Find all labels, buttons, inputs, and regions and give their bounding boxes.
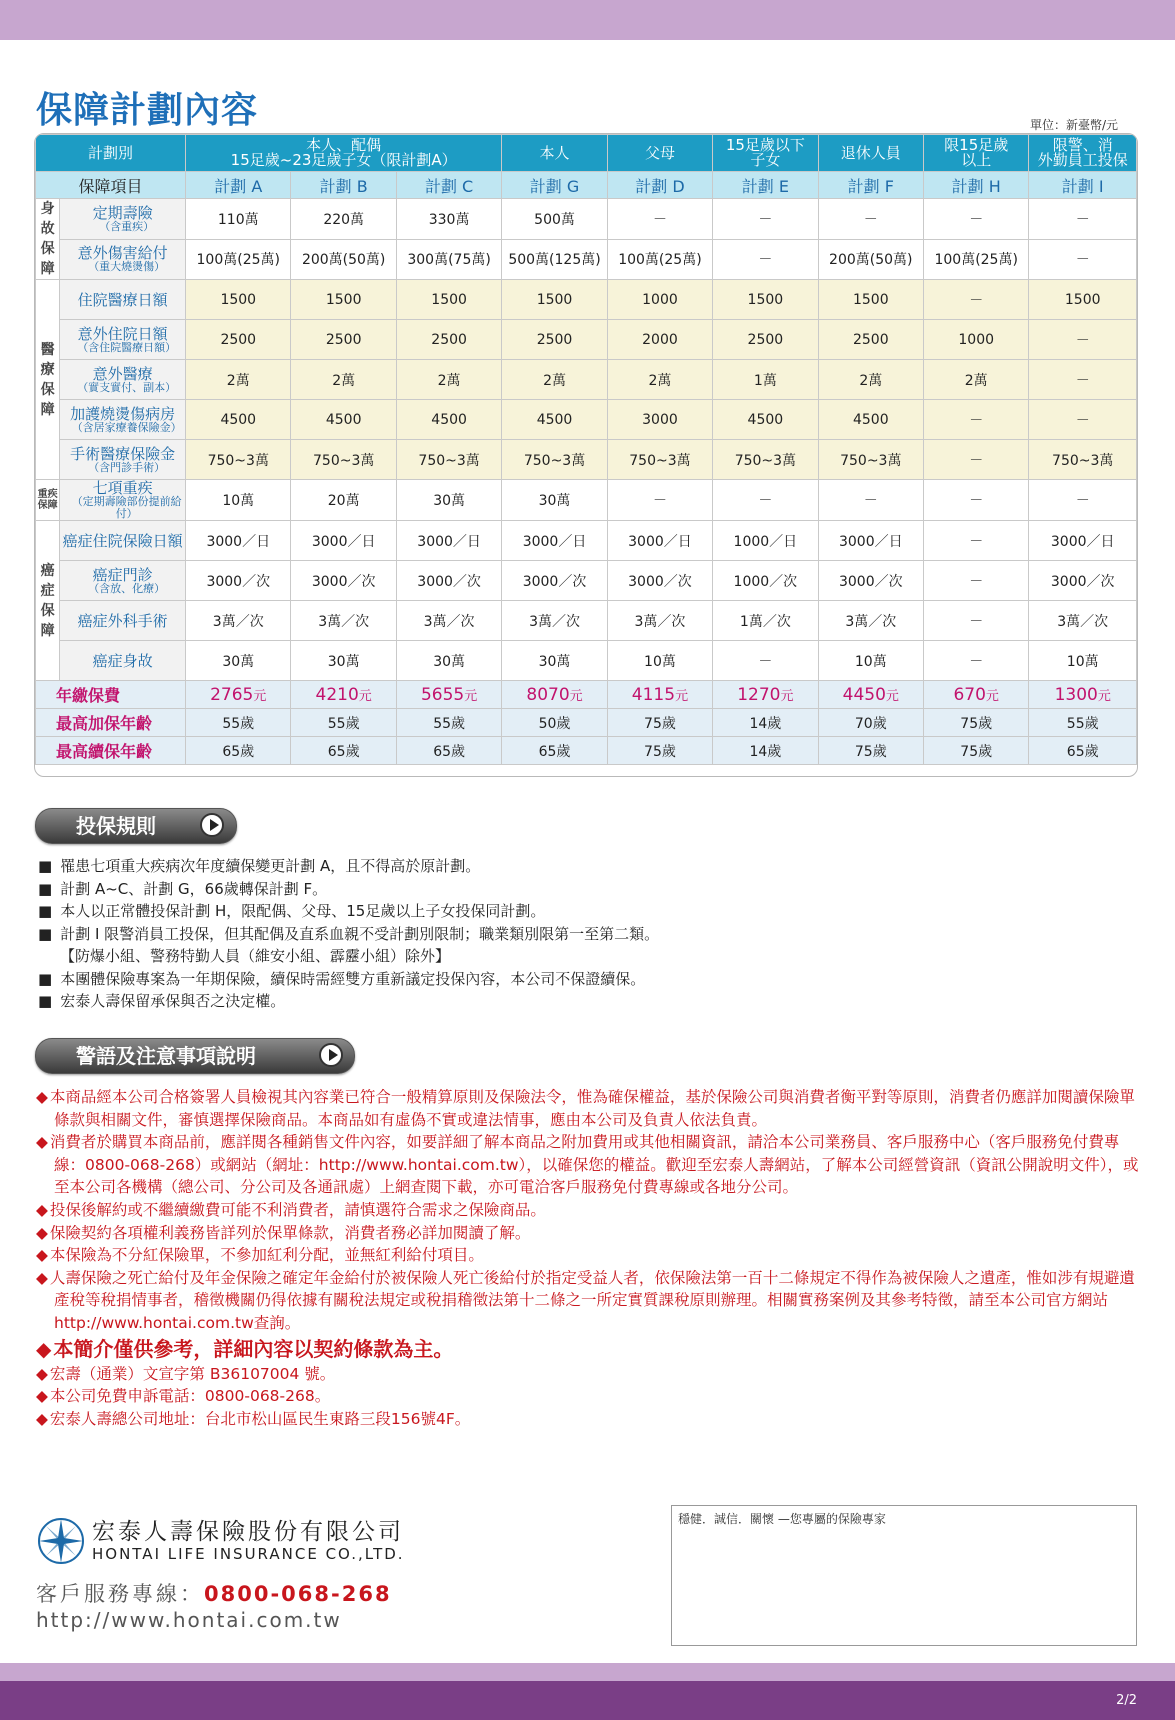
table-row xyxy=(36,239,1137,280)
benefit-cell: 2500 xyxy=(502,320,607,360)
benefit-cell: 2萬 xyxy=(607,360,712,400)
coverage-item-name: 意外傷害給付 xyxy=(77,244,168,263)
warning-item-emphasis: ◆ 本簡介僅供參考，詳細內容以契約條款為主。 xyxy=(36,1335,1140,1363)
warning-item: ◆ 消費者於購買本商品前，應詳閱各種銷售文件內容，如要詳細了解本商品之附加費用或其他相關資訊，請洽本公司業務員、客戶服務中心（客戶服務免付費專線：0800-068-268）或網站（網址：http://www.hontai.com.tw），以確保您的權益。歡迎至宏泰人壽網站，了解本公司經營資訊（資訊公開說明文件），或至本公司各機構（總公司、分公司及各通訊處）上網查閱下載，亦可電洽客戶服務免付費專線或各地分公司。 xyxy=(36,1131,1140,1199)
header-over-15: 限15足歲 以上 xyxy=(924,135,1029,172)
coverage-item-note: （重大燒燙傷） xyxy=(88,260,166,274)
header-children-under-15: 15足歲以下 子女 xyxy=(713,135,818,172)
play-arrow-icon xyxy=(200,813,224,837)
max-renew-age-cell xyxy=(1029,737,1137,765)
currency-suffix: 元 xyxy=(1097,688,1111,704)
annual-premium-cell xyxy=(818,681,923,709)
benefit-cell: 30萬 xyxy=(291,641,396,681)
warning-item: ◆ 宏泰人壽總公司地址：台北市松山區民生東路三段156號4F。 xyxy=(36,1408,1140,1431)
benefit-cell: 2500 xyxy=(396,320,501,360)
max-join-age-cell xyxy=(924,709,1029,737)
table-row xyxy=(36,601,1137,641)
benefit-cell: 10萬 xyxy=(186,480,291,521)
benefit-cell: 30萬 xyxy=(502,641,607,681)
benefit-cell: 750~3萬 xyxy=(291,440,396,480)
currency-suffix: 元 xyxy=(780,688,794,704)
benefit-cell: 3000／次 xyxy=(607,561,712,601)
max-join-age-cell xyxy=(818,709,923,737)
warning-item: ◆ 本保險為不分紅保險單，不參加紅利分配，並無紅利給付項目。 xyxy=(36,1244,1140,1267)
benefit-cell: 300萬(75萬) xyxy=(396,239,501,280)
warning-item: ◆ 本商品經本公司合格簽署人員檢視其內容業已符合一般精算原則及保險法令，惟為確保權益，基於保險公司與消費者衡平對等原則，消費者仍應詳加閱讀保險單條款與相關文件，審慎選擇保險商品。本商品如有虛偽不實或違法情事，應由本公司及負責人依法負責。 xyxy=(36,1086,1140,1131)
annual-premium-row xyxy=(36,681,1137,709)
benefit-cell: － xyxy=(924,641,1029,681)
coverage-item xyxy=(60,199,186,240)
benefit-cell: 30萬 xyxy=(502,480,607,521)
max-join-age-row xyxy=(36,709,1137,737)
benefit-cell: 2萬 xyxy=(502,360,607,400)
max-renew-age-value: 65歲 xyxy=(327,743,360,760)
max-renew-age-value: 75歲 xyxy=(854,743,887,760)
benefit-cell: 100萬(25萬) xyxy=(924,239,1029,280)
table-row xyxy=(36,199,1137,240)
rule-item: 【防爆小組、警務特勤人員（維安小組、霹靂小組）除外】 xyxy=(60,947,451,965)
benefit-cell: 30萬 xyxy=(396,480,501,521)
benefit-cell: 1000／日 xyxy=(713,521,818,561)
benefit-cell: 4500 xyxy=(713,400,818,440)
page-number: 2/2 xyxy=(1116,1693,1137,1708)
coverage-item-note: （含重疾） xyxy=(99,219,155,233)
company-english-name: HONTAI LIFE INSURANCE CO.,LTD. xyxy=(92,1545,405,1563)
benefit-cell: 100萬(25萬) xyxy=(186,239,291,280)
benefit-cell: 30萬 xyxy=(396,641,501,681)
benefit-cell: 3000／日 xyxy=(396,521,501,561)
benefit-cell: － xyxy=(924,480,1029,521)
annual-premium-cell xyxy=(502,681,607,709)
table-body xyxy=(36,199,1137,765)
benefit-cell: － xyxy=(1029,199,1137,240)
category-label-cancer: 癌症保障 xyxy=(36,521,60,681)
benefit-cell: 10萬 xyxy=(1029,641,1137,681)
benefit-cell: 1500 xyxy=(396,280,501,320)
annual-premium-cell xyxy=(186,681,291,709)
coverage-item-note: （含住院醫療日額） xyxy=(77,340,177,354)
benefit-cell: 1萬／次 xyxy=(713,601,818,641)
plan-label: 計劃 C xyxy=(396,172,501,199)
benefit-cell: － xyxy=(818,480,923,521)
plan-label: 計劃 D xyxy=(607,172,712,199)
benefit-cell: 1500 xyxy=(1029,280,1137,320)
annual-premium-value: 5655 xyxy=(420,684,465,705)
coverage-item xyxy=(60,320,186,360)
benefit-cell: 3000／日 xyxy=(186,521,291,561)
annual-premium-label: 年繳保費 xyxy=(36,681,186,709)
header-retirees: 退休人員 xyxy=(818,135,923,172)
page-title: 保障計劃內容 xyxy=(36,90,259,131)
benefit-cell: 750~3萬 xyxy=(1029,440,1137,480)
benefit-cell: 1000 xyxy=(607,280,712,320)
coverage-item-name: 七項重疾 xyxy=(92,479,153,497)
coverage-item xyxy=(60,641,186,681)
rules-list xyxy=(38,855,1128,1013)
table-row xyxy=(36,400,1137,440)
rule-item: ■ 計劃 A~C、計劃 G，66歲轉保計劃 F。 xyxy=(38,878,1128,901)
hotline-label: 客戶服務專線： xyxy=(36,1582,204,1606)
company-logo-icon xyxy=(36,1516,86,1566)
max-renew-age-cell xyxy=(502,737,607,765)
currency-suffix: 元 xyxy=(253,688,267,704)
benefit-cell: 3000／次 xyxy=(818,561,923,601)
rules-section-header xyxy=(35,808,237,844)
max-renew-age-cell xyxy=(818,737,923,765)
annual-premium-cell xyxy=(396,681,501,709)
benefit-cell: 3萬／次 xyxy=(1029,601,1137,641)
max-renew-age-cell xyxy=(186,737,291,765)
max-join-age-cell xyxy=(291,709,396,737)
annual-premium-cell xyxy=(291,681,396,709)
benefit-cell: － xyxy=(924,561,1029,601)
annual-premium-cell xyxy=(924,681,1029,709)
header-parents: 父母 xyxy=(607,135,712,172)
max-join-age-cell xyxy=(502,709,607,737)
annual-premium-value: 1270 xyxy=(737,684,781,705)
customer-hotline xyxy=(36,1578,392,1608)
benefit-cell: － xyxy=(713,641,818,681)
hotline-number: 0800-068-268 xyxy=(204,1582,392,1606)
benefit-cell: 3萬／次 xyxy=(818,601,923,641)
benefit-cell: 2萬 xyxy=(818,360,923,400)
coverage-item-name: 意外醫療 xyxy=(92,364,153,383)
benefit-cell: 3000／次 xyxy=(1029,561,1137,601)
benefit-cell: － xyxy=(713,480,818,521)
coverage-item-name: 住院醫療日額 xyxy=(77,290,168,309)
coverage-item-name: 癌症門診 xyxy=(92,565,153,584)
annual-premium-value: 2765 xyxy=(210,684,254,705)
benefit-cell: 2500 xyxy=(186,320,291,360)
coverage-item xyxy=(60,521,186,561)
max-join-age-cell xyxy=(713,709,818,737)
benefit-cell: 1500 xyxy=(291,280,396,320)
warning-item: ◆ 投保後解約或不繼續繳費可能不利消費者，請慎選符合需求之保險商品。 xyxy=(36,1199,1140,1222)
coverage-item xyxy=(60,280,186,320)
benefit-cell: － xyxy=(607,480,712,521)
benefit-cell: 3萬／次 xyxy=(502,601,607,641)
benefit-cell: － xyxy=(924,601,1029,641)
benefit-cell: 30萬 xyxy=(186,641,291,681)
max-join-age-value: 55歲 xyxy=(1066,715,1099,732)
coverage-item-name: 癌症外科手術 xyxy=(77,611,168,630)
max-join-age-cell xyxy=(1029,709,1137,737)
benefit-cell: 1000／次 xyxy=(713,561,818,601)
benefit-cell: 500萬(125萬) xyxy=(502,239,607,280)
table-row xyxy=(36,521,1137,561)
max-renew-age-value: 75歲 xyxy=(644,743,676,760)
coverage-item-name: 癌症身故 xyxy=(92,651,153,670)
benefit-cell: 1500 xyxy=(818,280,923,320)
benefit-cell: 330萬 xyxy=(396,199,501,240)
benefit-cell: 1500 xyxy=(186,280,291,320)
benefit-cell: 2000 xyxy=(607,320,712,360)
header-coverage-item: 保障項目 xyxy=(36,172,186,199)
table-row xyxy=(36,480,1137,521)
benefit-cell: 750~3萬 xyxy=(186,440,291,480)
annual-premium-cell xyxy=(607,681,712,709)
warning-item: ◆ 宏壽（通業）文宣字第 B36107004 號。 xyxy=(36,1363,1140,1386)
benefit-cell: 3000／次 xyxy=(502,561,607,601)
benefit-cell: 220萬 xyxy=(291,199,396,240)
max-renew-age-value: 65歲 xyxy=(538,743,571,760)
benefit-cell: 3000／次 xyxy=(396,561,501,601)
max-join-age-cell xyxy=(396,709,501,737)
benefit-cell: － xyxy=(1029,360,1137,400)
benefit-cell: 2500 xyxy=(713,320,818,360)
currency-suffix: 元 xyxy=(675,688,689,704)
benefit-cell: － xyxy=(1029,320,1137,360)
max-renew-age-cell xyxy=(924,737,1029,765)
benefit-cell: － xyxy=(607,199,712,240)
benefit-cell: 3000／次 xyxy=(291,561,396,601)
max-join-age-value: 14歲 xyxy=(749,715,782,732)
coverage-item xyxy=(60,480,186,521)
benefit-cell: 3000／日 xyxy=(291,521,396,561)
annual-premium-cell xyxy=(713,681,818,709)
plan-label: 計劃 I xyxy=(1029,172,1137,199)
company-website: http://www.hontai.com.tw xyxy=(36,1608,342,1632)
category-label-medical: 醫療保障 xyxy=(36,280,60,480)
coverage-item-name: 意外住院日額 xyxy=(77,324,168,343)
table-header-row-1 xyxy=(36,135,1137,172)
table-row xyxy=(36,440,1137,480)
coverage-item xyxy=(60,360,186,400)
benefit-cell: 4500 xyxy=(186,400,291,440)
benefit-cell: 1000 xyxy=(924,320,1029,360)
benefit-cell: 1萬 xyxy=(713,360,818,400)
slogan: 穩健．誠信．關懷 —您專屬的保險專家 xyxy=(678,1512,886,1526)
benefit-cell: 110萬 xyxy=(186,199,291,240)
coverage-item xyxy=(60,400,186,440)
table-row xyxy=(36,641,1137,681)
max-join-age-cell xyxy=(607,709,712,737)
benefit-cell: － xyxy=(1029,480,1137,521)
benefit-cell: － xyxy=(924,400,1029,440)
benefit-cell: 3000／日 xyxy=(607,521,712,561)
rule-item: ■ 計劃 I 限警消員工投保，但其配偶及直系血親不受計劃別限制；職業類別限第一至第二類。 xyxy=(38,923,1128,946)
max-renew-age-value: 75歲 xyxy=(960,743,993,760)
max-join-age-value: 55歲 xyxy=(222,715,255,732)
coverage-item xyxy=(60,239,186,280)
max-join-age-value: 75歲 xyxy=(960,715,993,732)
benefit-cell: 2500 xyxy=(291,320,396,360)
rule-item: ■ 宏泰人壽保留承保與否之決定權。 xyxy=(38,990,1128,1013)
benefit-cell: 750~3萬 xyxy=(502,440,607,480)
table-row xyxy=(36,561,1137,601)
benefit-cell: 100萬(25萬) xyxy=(607,239,712,280)
benefit-cell: 750~3萬 xyxy=(607,440,712,480)
benefit-cell: 4500 xyxy=(396,400,501,440)
coverage-item-note: （含放、化療） xyxy=(88,581,166,595)
max-renew-age-value: 65歲 xyxy=(433,743,466,760)
benefit-cell: 750~3萬 xyxy=(818,440,923,480)
plan-table xyxy=(35,134,1137,765)
max-join-age-value: 70歲 xyxy=(854,715,887,732)
rule-item: ■ 本人以正常體投保計劃 H，限配偶、父母、15足歲以上子女投保同計劃。 xyxy=(38,900,1128,923)
rules-title: 投保規則 xyxy=(76,814,156,838)
benefit-cell: 3000 xyxy=(607,400,712,440)
coverage-item xyxy=(60,440,186,480)
header-self: 本人 xyxy=(502,135,607,172)
benefit-cell: 10萬 xyxy=(607,641,712,681)
max-renew-age-cell xyxy=(713,737,818,765)
annual-premium-value: 4115 xyxy=(631,684,676,705)
benefit-cell: 2萬 xyxy=(396,360,501,400)
coverage-item-note: （含居家療養保險金） xyxy=(71,420,182,434)
currency-suffix: 元 xyxy=(569,688,583,704)
plan-table-container xyxy=(34,133,1138,777)
benefit-cell: 10萬 xyxy=(818,641,923,681)
table-row xyxy=(36,360,1137,400)
benefit-cell: 3萬／次 xyxy=(186,601,291,641)
max-renew-age-row xyxy=(36,737,1137,765)
plan-label: 計劃 A xyxy=(186,172,291,199)
benefit-cell: 4500 xyxy=(502,400,607,440)
coverage-item-name: 定期壽險 xyxy=(92,203,153,222)
benefit-cell: 200萬(50萬) xyxy=(818,239,923,280)
benefit-cell: 2萬 xyxy=(186,360,291,400)
max-renew-age-value: 14歲 xyxy=(749,743,782,760)
benefit-cell: － xyxy=(924,199,1029,240)
rule-item: ■ 本團體保險專案為一年期保險，續保時需經雙方重新議定投保內容，本公司不保證續保。 xyxy=(38,968,1128,991)
table-row xyxy=(36,320,1137,360)
benefit-cell: 750~3萬 xyxy=(396,440,501,480)
benefit-cell: 2萬 xyxy=(924,360,1029,400)
company-name: 宏泰人壽保險股份有限公司 xyxy=(92,1519,404,1545)
benefit-cell: 200萬(50萬) xyxy=(291,239,396,280)
annual-premium-value: 8070 xyxy=(526,684,570,705)
header-police-fire: 限警、消 外勤員工投保 xyxy=(1029,135,1137,172)
annual-premium-value: 4210 xyxy=(315,684,359,705)
plan-label: 計劃 G xyxy=(502,172,607,199)
currency-suffix: 元 xyxy=(358,688,372,704)
rule-item: ■ 罹患七項重大疾病次年度續保變更計劃 A，且不得高於原計劃。 xyxy=(38,855,1128,878)
currency-suffix: 元 xyxy=(464,688,478,704)
table-header-row-2 xyxy=(36,172,1137,199)
coverage-item-name: 手術醫療保險金 xyxy=(70,444,176,463)
benefit-cell: 2萬 xyxy=(291,360,396,400)
max-renew-age-value: 65歲 xyxy=(222,743,255,760)
max-renew-age-cell xyxy=(291,737,396,765)
header-plan-type: 計劃別 xyxy=(36,135,186,172)
plan-label: 計劃 F xyxy=(818,172,923,199)
benefit-cell: 3000／次 xyxy=(186,561,291,601)
max-join-age-value: 55歲 xyxy=(433,715,466,732)
plan-label: 計劃 E xyxy=(713,172,818,199)
currency-unit: 單位：新臺幣/元 xyxy=(1030,118,1119,132)
benefit-cell: 3000／日 xyxy=(818,521,923,561)
benefit-cell: 2500 xyxy=(818,320,923,360)
benefit-cell: 4500 xyxy=(291,400,396,440)
benefit-cell: － xyxy=(1029,400,1137,440)
warning-item: ◆ 本公司免費申訴電話：0800-068-268。 xyxy=(36,1385,1140,1408)
header-self-spouse-children: 本人、配偶 15足歲~23足歲子女（限計劃A） xyxy=(186,135,502,172)
max-renew-age-value: 65歲 xyxy=(1066,743,1099,760)
max-join-age-label: 最高加保年齡 xyxy=(36,709,186,737)
plan-label: 計劃 B xyxy=(291,172,396,199)
benefit-cell: － xyxy=(1029,239,1137,280)
table-row xyxy=(36,280,1137,320)
coverage-item xyxy=(60,601,186,641)
benefit-cell: 1500 xyxy=(713,280,818,320)
max-join-age-value: 75歲 xyxy=(644,715,676,732)
max-join-age-cell xyxy=(186,709,291,737)
benefit-cell: 20萬 xyxy=(291,480,396,521)
benefit-cell: － xyxy=(924,280,1029,320)
coverage-item-note: （定期壽險部份提前給付） xyxy=(71,495,182,520)
max-join-age-value: 55歲 xyxy=(327,715,360,732)
benefit-cell: 3萬／次 xyxy=(291,601,396,641)
max-renew-age-cell xyxy=(607,737,712,765)
currency-suffix: 元 xyxy=(985,688,999,704)
category-label-life: 身故保障 xyxy=(36,199,60,280)
benefit-cell: 3000／日 xyxy=(502,521,607,561)
benefit-cell: 1500 xyxy=(502,280,607,320)
annual-premium-value: 670 xyxy=(953,684,986,705)
max-renew-age-label: 最高續保年齡 xyxy=(36,737,186,765)
coverage-item-name: 癌症住院保險日額 xyxy=(62,531,183,550)
benefit-cell: 3000／日 xyxy=(1029,521,1137,561)
top-color-band xyxy=(0,0,1175,40)
benefit-cell: － xyxy=(924,440,1029,480)
warnings-title: 警語及注意事項說明 xyxy=(76,1044,256,1068)
bottom-color-band xyxy=(0,1663,1175,1720)
benefit-cell: 3萬／次 xyxy=(607,601,712,641)
bottom-band-inner xyxy=(0,1681,1175,1720)
warnings-list xyxy=(36,1086,1140,1430)
benefit-cell: － xyxy=(818,199,923,240)
max-renew-age-cell xyxy=(396,737,501,765)
plan-label: 計劃 H xyxy=(924,172,1029,199)
warnings-section-header xyxy=(35,1038,355,1074)
benefit-cell: 3萬／次 xyxy=(396,601,501,641)
play-arrow-icon xyxy=(319,1043,343,1067)
agent-stamp-box xyxy=(671,1505,1137,1646)
coverage-item xyxy=(60,561,186,601)
benefit-cell: － xyxy=(924,521,1029,561)
coverage-item-note: （實支實付、副本） xyxy=(77,380,177,394)
annual-premium-value: 4450 xyxy=(842,684,886,705)
max-join-age-value: 50歲 xyxy=(538,715,571,732)
coverage-item-note: （含門診手術） xyxy=(88,460,166,474)
benefit-cell: 4500 xyxy=(818,400,923,440)
benefit-cell: － xyxy=(713,239,818,280)
coverage-item-name: 加護燒燙傷病房 xyxy=(70,404,176,423)
annual-premium-cell xyxy=(1029,681,1137,709)
benefit-cell: － xyxy=(713,199,818,240)
warning-item: ◆ 保險契約各項權利義務皆詳列於保單條款，消費者務必詳加閱讀了解。 xyxy=(36,1222,1140,1245)
benefit-cell: 750~3萬 xyxy=(713,440,818,480)
annual-premium-value: 1300 xyxy=(1054,684,1098,705)
currency-suffix: 元 xyxy=(885,688,899,704)
category-label-critical: 重疾保障 xyxy=(36,480,60,521)
warning-item: ◆ 人壽保險之死亡給付及年金保險之確定年金給付於被保險人死亡後給付於指定受益人者，依保險法第一百十二條規定不得作為被保險人之遺產，惟如涉有規避遺產稅等稅捐情事者，稽徵機關仍得依據有關稅法規定或稅捐稽徵法第十二條之一所定實質課稅原則辦理。相關實務案例及其參考特徵，請至本公司官方網站http://www.hontai.com.tw查詢。 xyxy=(36,1267,1140,1335)
benefit-cell: 500萬 xyxy=(502,199,607,240)
